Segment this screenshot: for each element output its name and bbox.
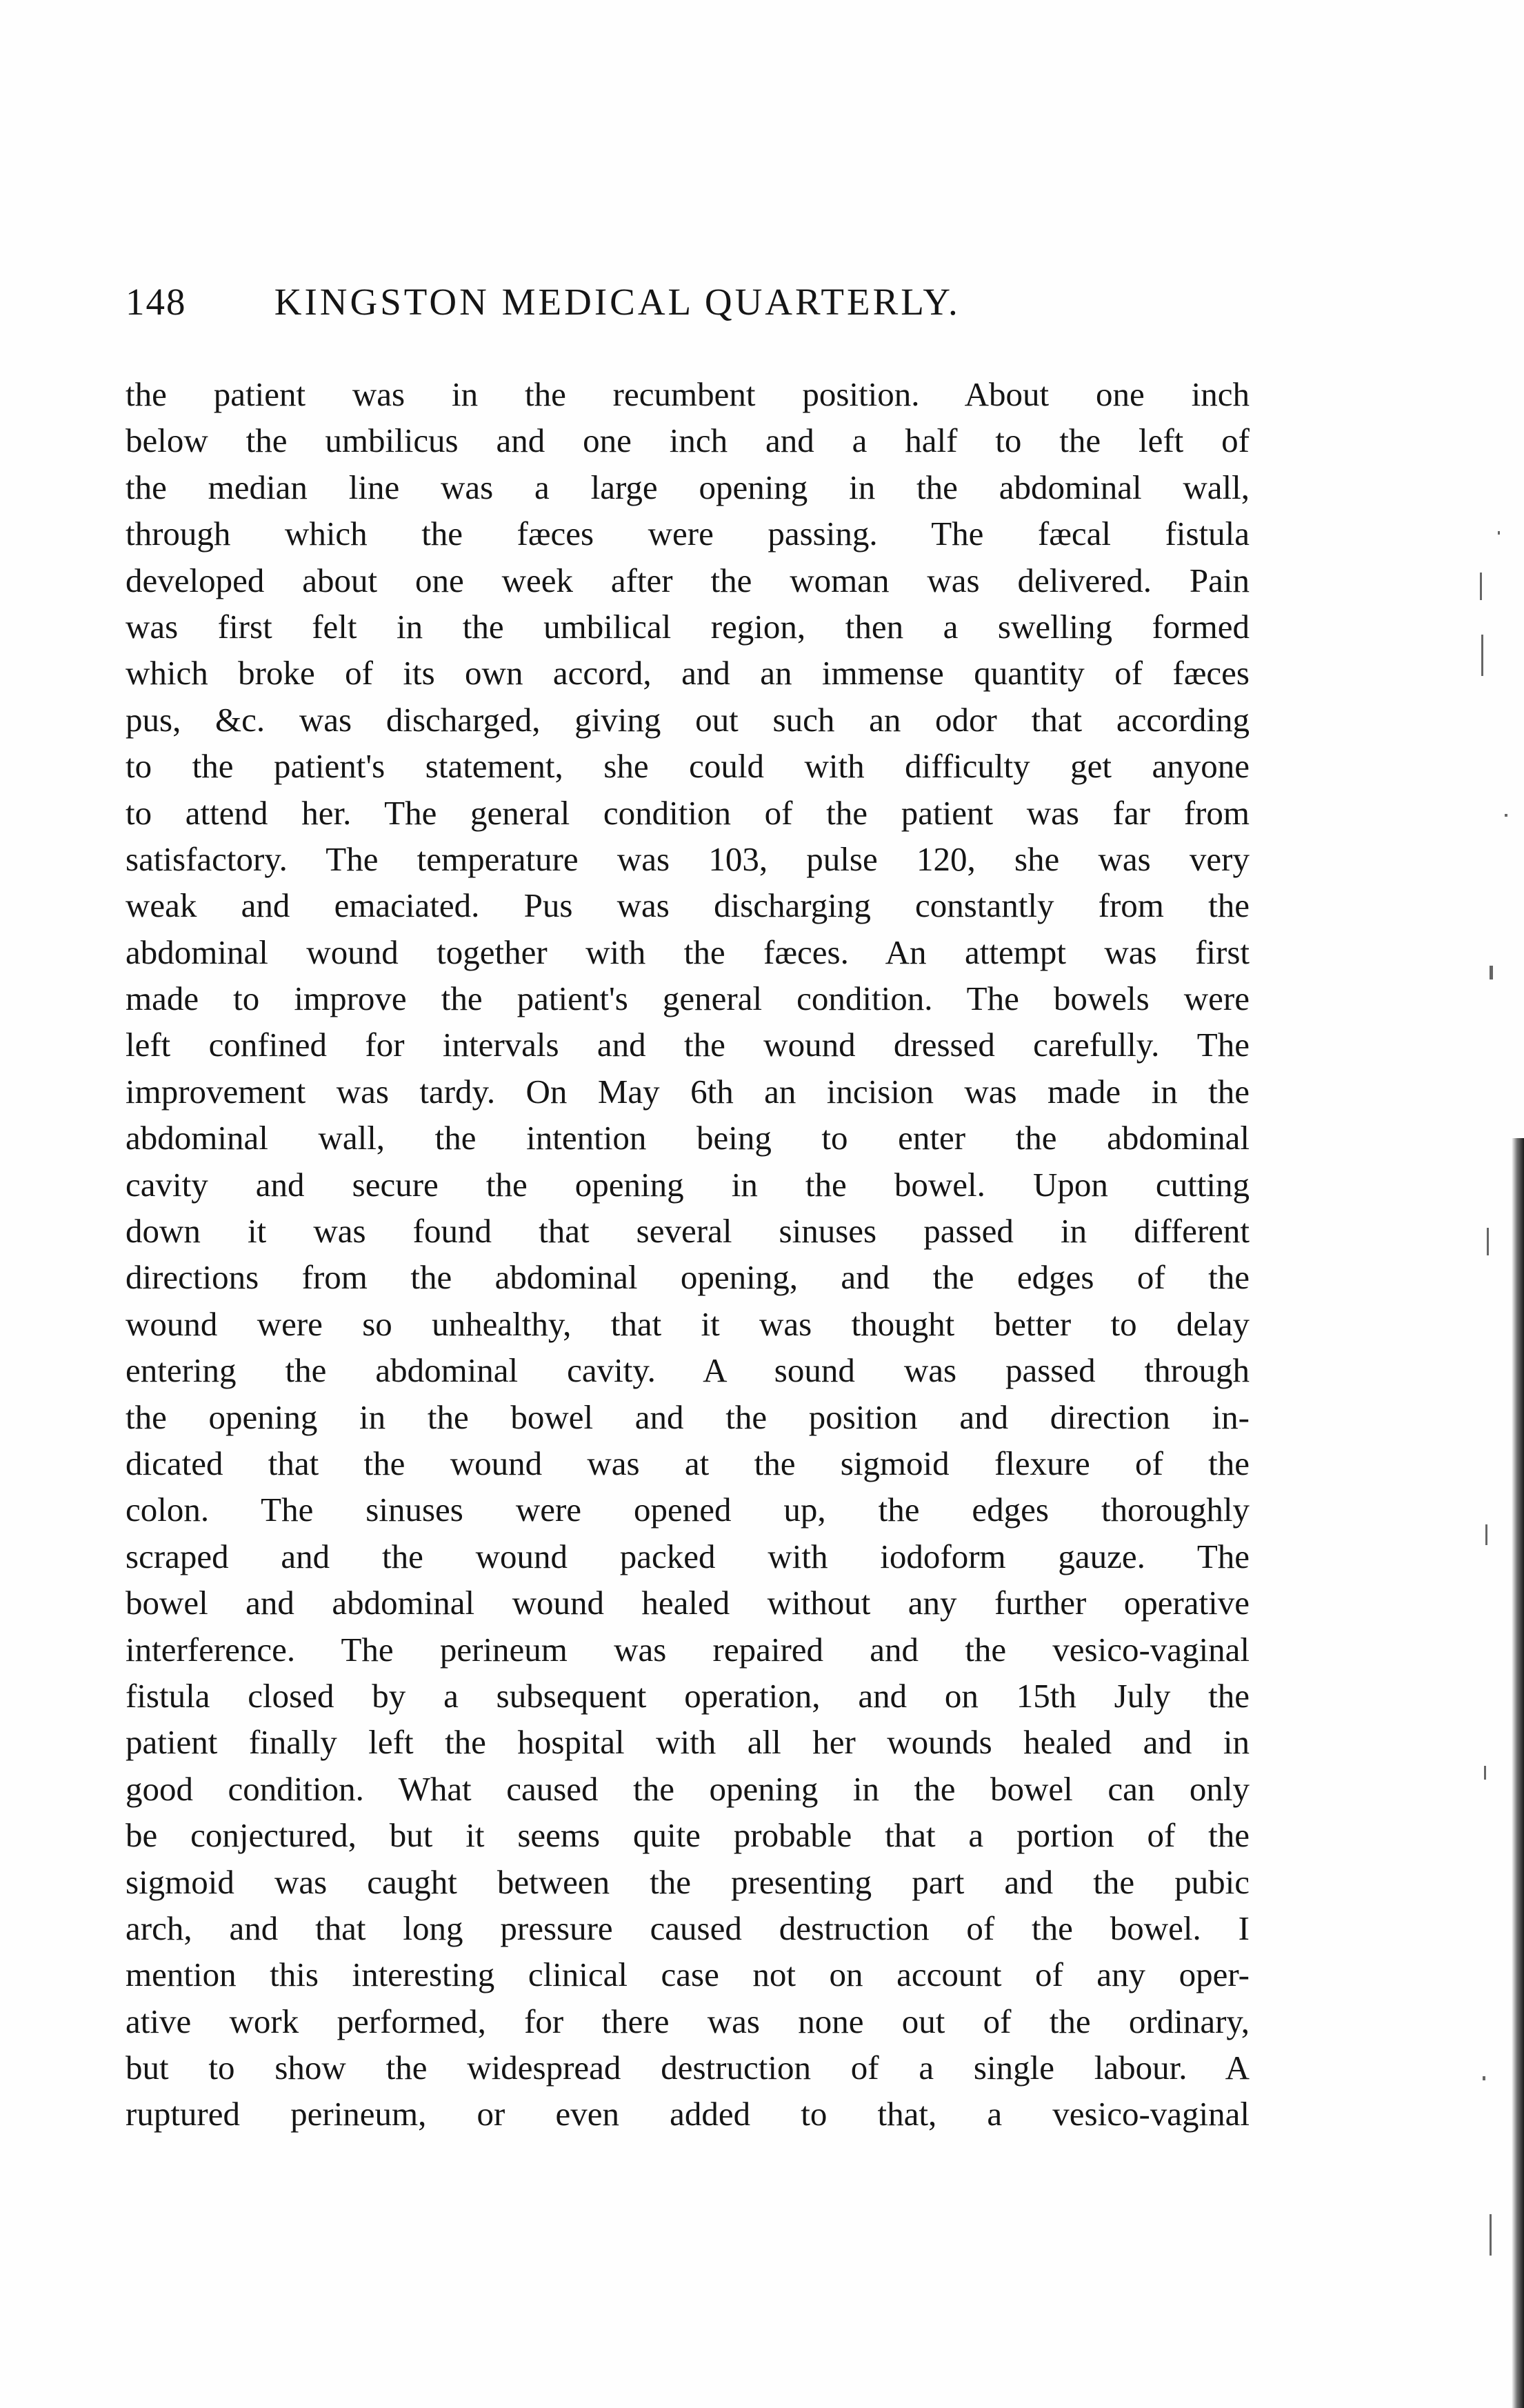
text-line: wound were so unhealthy, that it was thought better to delay bbox=[126, 1304, 1250, 1343]
text-line: satisfactory. The temperature was 103, pulse 120, she was very bbox=[126, 839, 1250, 878]
text-line: patient finally left the hospital with all her wounds healed and in bbox=[126, 1723, 1250, 1762]
text-line: dicated that the wound was at the sigmoid flexure of the bbox=[126, 1444, 1250, 1482]
body-text bbox=[126, 371, 1250, 2138]
speck bbox=[1490, 2214, 1492, 2256]
text-line: colon. The sinuses were opened up, the edges thoroughly bbox=[126, 1491, 1250, 1529]
page-number: 148 bbox=[126, 281, 187, 323]
text-line: sigmoid was caught between the presenting part and the pubic bbox=[126, 1862, 1250, 1901]
text-line: through which the fæces were passing. The fæcal fistula bbox=[126, 515, 1250, 553]
text-line: was first felt in the umbilical region, then a swelling formed bbox=[126, 607, 1250, 646]
page-binding-shadow bbox=[1512, 1138, 1524, 2408]
text-line: ative work performed, for there was none out of the ordinary, bbox=[126, 2002, 1250, 2040]
text-line: bowel and abdominal wound healed without any further operative bbox=[126, 1584, 1250, 1622]
text-line: weak and emaciated. Pus was discharging constantly from the bbox=[126, 886, 1250, 925]
text-line: arch, and that long pressure caused destruction of the bowel. I bbox=[126, 1909, 1250, 1947]
text-line: directions from the abdominal opening, and the edges of the bbox=[126, 1258, 1250, 1297]
text-line: entering the abdominal cavity. A sound was passed through bbox=[126, 1351, 1250, 1390]
text-line: be conjectured, but it seems quite probable that a portion of the bbox=[126, 1816, 1250, 1855]
text-line: ruptured perineum, or even added to that, a vesico-vaginal bbox=[126, 2095, 1250, 2133]
text-line: the patient was in the recumbent position. About one inch bbox=[126, 375, 1250, 413]
text-line: abdominal wall, the intention being to enter the abdominal bbox=[126, 1119, 1250, 1157]
text-line: below the umbilicus and one inch and a half to the left of bbox=[126, 421, 1250, 460]
speck bbox=[1484, 1766, 1486, 1780]
text-line: pus, &c. was discharged, giving out such an odor that according bbox=[126, 700, 1250, 739]
speck bbox=[1498, 531, 1500, 535]
text-line: improvement was tardy. On May 6th an incision was made in the bbox=[126, 1072, 1250, 1111]
text-line: cavity and secure the opening in the bowel. Upon cutting bbox=[126, 1165, 1250, 1204]
text-line: abdominal wound together with the fæces. An attempt was first bbox=[126, 933, 1250, 971]
text-line: scraped and the wound packed with iodoform gauze. The bbox=[126, 1537, 1250, 1575]
speck bbox=[1490, 966, 1493, 979]
text-line: mention this interesting clinical case not on account of any oper- bbox=[126, 1956, 1250, 1994]
text-line: interference. The perineum was repaired and the vesico-vaginal bbox=[126, 1630, 1250, 1669]
text-line: to attend her. The general condition of the patient was far from bbox=[126, 793, 1250, 832]
text-line: down it was found that several sinuses passed in different bbox=[126, 1212, 1250, 1251]
speck bbox=[1485, 1524, 1487, 1545]
speck bbox=[1483, 2076, 1485, 2080]
text-line: to the patient's statement, she could with difficulty get anyone bbox=[126, 747, 1250, 786]
text-line: developed about one week after the woman was delivered. Pain bbox=[126, 561, 1250, 599]
text-line: good condition. What caused the opening in the bowel can only bbox=[126, 1769, 1250, 1808]
speck bbox=[1481, 635, 1483, 676]
speck bbox=[1505, 814, 1507, 817]
text-line: the median line was a large opening in the abdominal wall, bbox=[126, 468, 1250, 506]
text-line: left confined for intervals and the wound dressed carefully. The bbox=[126, 1026, 1250, 1064]
running-header bbox=[126, 275, 1077, 330]
text-line: which broke of its own accord, and an immense quantity of fæces bbox=[126, 654, 1250, 693]
text-line: made to improve the patient's general condition. The bowels were bbox=[126, 979, 1250, 1018]
speck bbox=[1487, 1228, 1489, 1255]
text-line: fistula closed by a subsequent operation, and on 15th July the bbox=[126, 1676, 1250, 1715]
speck bbox=[1480, 573, 1482, 600]
journal-title: KINGSTON MEDICAL QUARTERLY. bbox=[274, 281, 961, 323]
text-line: but to show the widespread destruction of a single labour. A bbox=[126, 2049, 1250, 2087]
text-line: the opening in the bowel and the position and direction in- bbox=[126, 1397, 1250, 1436]
